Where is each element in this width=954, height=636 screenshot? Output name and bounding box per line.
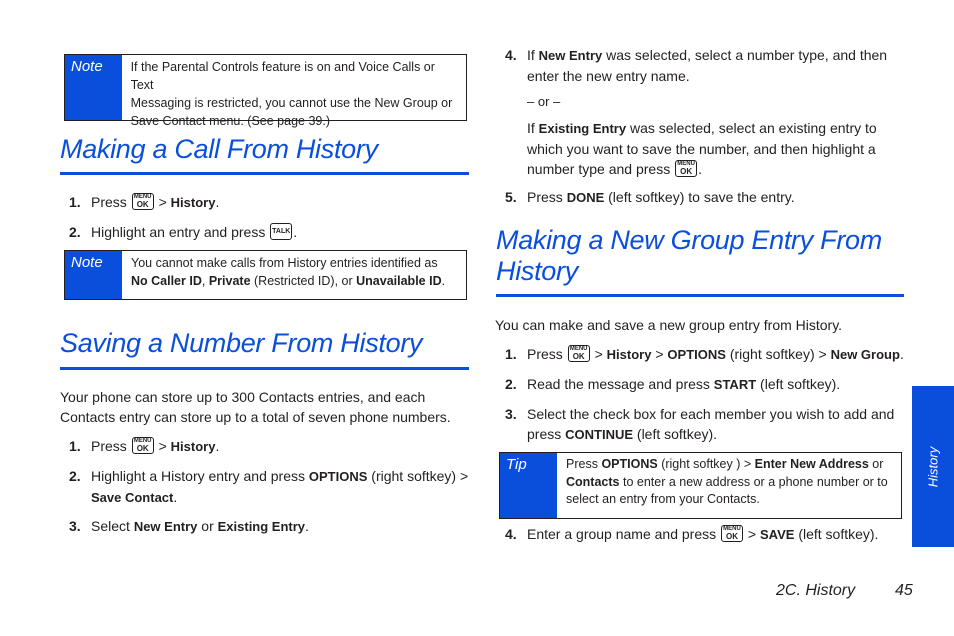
heading-making-call: Making a Call From History [60,134,378,164]
chapter-side-tab [912,386,954,547]
heading-rule [60,172,469,175]
intro-new-group: You can make and save a new group entry from History. [495,317,843,333]
heading-saving-number: Saving a Number From History [60,328,423,358]
tip-text: Press OPTIONS (right softkey ) > Enter New Address or Contacts to enter a new address or a phone number or to select an entry from your Contacts. [566,457,888,506]
page-number: 45 [895,582,913,599]
talk-key-icon: TALK [270,223,292,240]
note-no-caller [64,250,467,300]
note-label: Note [65,251,122,299]
heading-rule [60,367,469,370]
note-parental-controls [64,54,467,128]
footer-section: 2C. History [776,582,856,599]
heading-new-group: Making a New Group Entry From History [496,225,882,286]
heading-rule [496,294,904,297]
menu-ok-key-icon: MENU OK [132,437,154,454]
note-text: You cannot make calls from History entries identified as No Caller ID, Private (Restricted ID), or Unavailable ID. [131,256,446,288]
menu-ok-key-icon: MENU OK [132,193,154,210]
note-text: If the Parental Controls feature is on and Voice Calls or Text Messaging is restricted, you cannot use the New Group or Save Contact menu. (See page 39.) [130,60,453,128]
menu-ok-key-icon: MENU OK [675,160,697,177]
intro-saving: Your phone can store up to 300 Contacts entries, and each Contacts entry can store up to a total of seven phone numbers. [60,389,451,425]
menu-ok-key-icon: MENU OK [721,525,743,542]
menu-ok-key-icon: MENU OK [568,345,590,362]
side-tab-label: History [925,446,941,487]
tip-label: Tip [500,453,557,518]
tip-box [499,452,902,519]
note-label: Note [65,55,122,120]
